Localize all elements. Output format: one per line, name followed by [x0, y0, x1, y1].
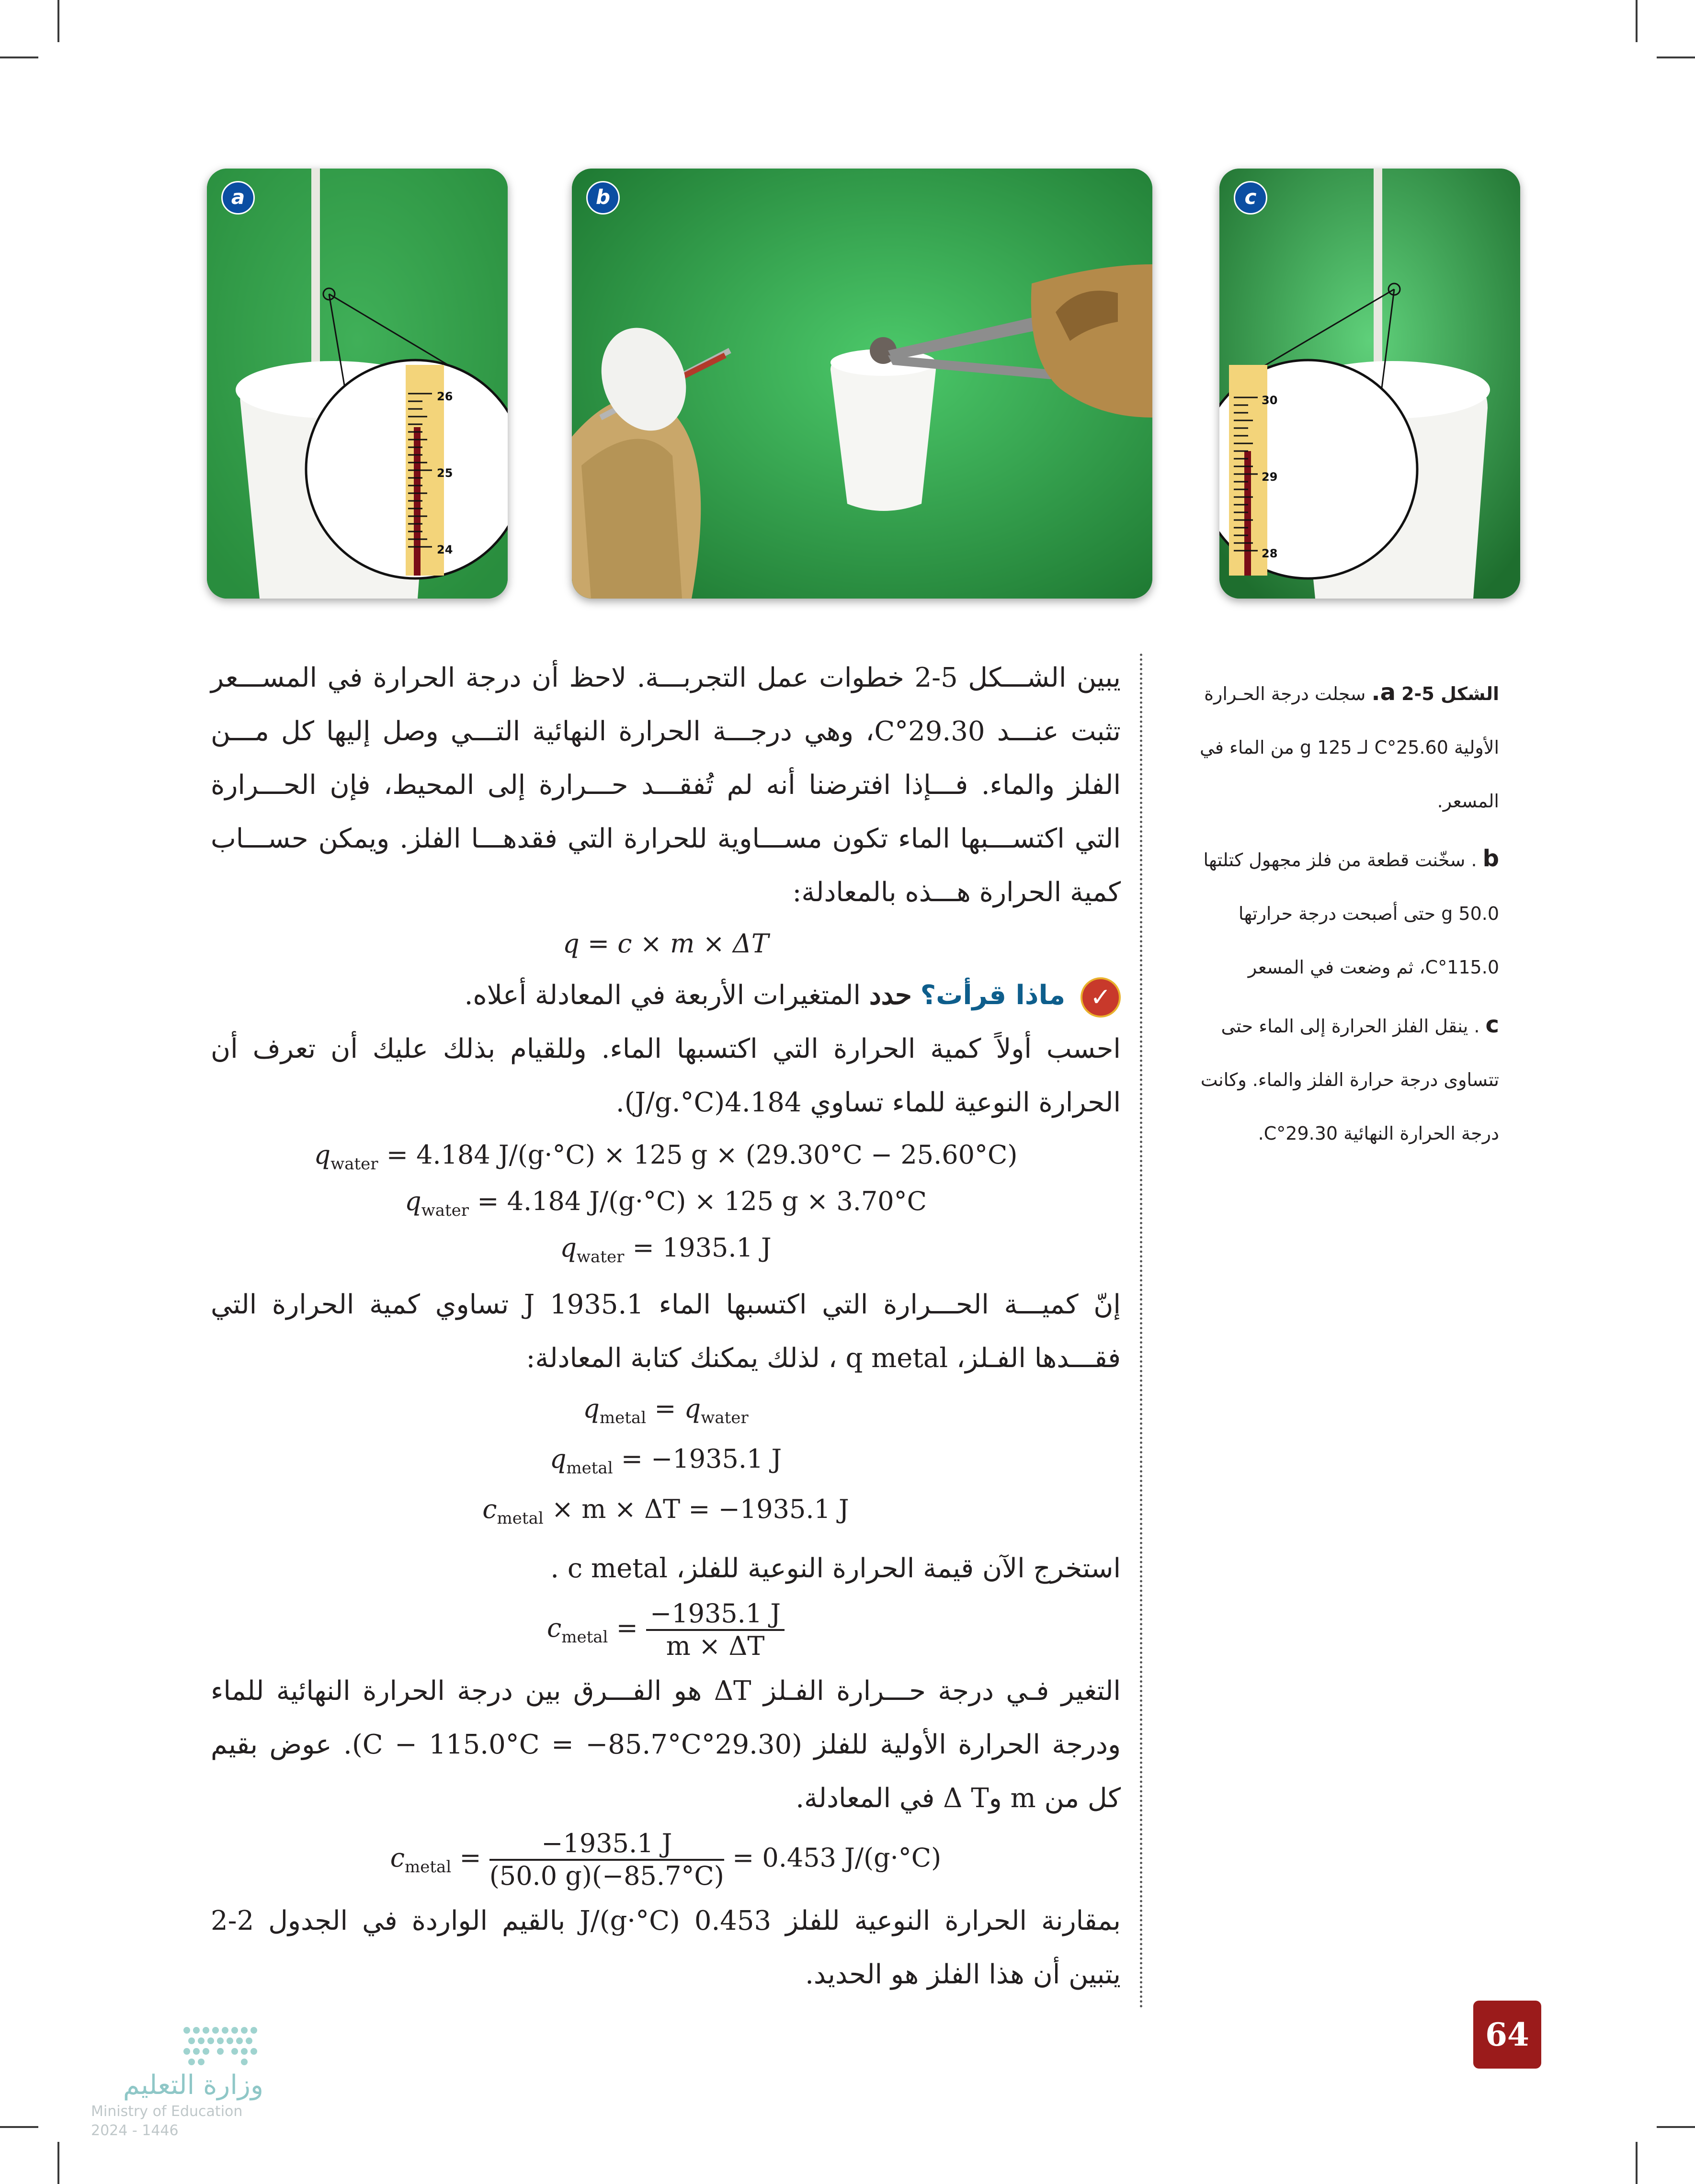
- q-symbol: q: [314, 1140, 331, 1170]
- water-subscript: water: [576, 1247, 625, 1267]
- intro-paragraph: يبين الشـــكل 5-2 خطوات عمل التجربـــة. لاحظ أن درجة الحرارة في المســـعر تثبت عنـــد 29.30°C، وهي درجـــة الحرارة النهائية التـــي وصل إليها كل مـــن الفلز والماء. فـــإذا افترضنا أنه لم تُفقـــد حـــرارة إلى المحيط، فإن الحـــرارة التي اكتســـبها الماء تكون مســـاوية للحرارة التي فقدهـــا الفلز. ويمكن حســـاب كمية الحرارة هـــذه بالمعادلة:: [211, 662, 1121, 908]
- metal-equation-3-rhs: × m × ΔT = −1935.1 J: [551, 1494, 849, 1524]
- c-symbol: c: [546, 1612, 562, 1643]
- water-equations: [211, 1136, 1121, 1275]
- caption-key-b: b: [1482, 845, 1499, 872]
- caption-title: الشكل 5-2: [1401, 683, 1499, 704]
- q-symbol: q: [583, 1393, 600, 1424]
- figure-badge-b: b: [586, 181, 620, 215]
- step3-paragraph: استخرج الآن قيمة الحرارة النوعية للفلز، c metal .: [550, 1552, 1121, 1584]
- main-equation-text: q = c × m × ΔT: [563, 928, 769, 959]
- figure-badge-c: c: [1234, 181, 1267, 215]
- fraction-denominator: (50.0 g)(−85.7°C): [489, 1860, 724, 1891]
- metal-equation-3: [211, 1489, 1121, 1539]
- reading-check-text: المتغيرات الأربعة في المعادلة أعلاه.: [464, 980, 861, 1011]
- caption-c: [1164, 998, 1499, 1160]
- reading-check: [211, 968, 1121, 1022]
- photo-a: [207, 169, 508, 599]
- metal-equations: [211, 1388, 1121, 1539]
- fraction: [489, 1828, 724, 1891]
- crop-mark: [1636, 0, 1638, 42]
- tick-label: 28: [1262, 547, 1278, 560]
- fraction-numerator: −1935.1 J: [646, 1598, 785, 1631]
- result-value: = 0.453 J/(g·°C): [732, 1842, 942, 1873]
- figure-badge-a: a: [221, 181, 255, 215]
- photo-b: [572, 169, 1152, 599]
- column-divider: [1140, 654, 1142, 2009]
- checkmark-icon: ✓: [1081, 977, 1121, 1018]
- q-symbol: q: [549, 1444, 567, 1474]
- caption-key-a: a.: [1371, 679, 1396, 706]
- crop-mark: [1636, 2142, 1638, 2184]
- caption-text-a: سجلت درجة الحـرارة الأولية 25.60°C لـ 125 g من الماء في المسعر.: [1200, 683, 1499, 812]
- q-symbol: q: [405, 1186, 421, 1216]
- water-equation-1: [211, 1136, 1121, 1183]
- caption-text-b: . سخّنت قطعة من فلز مجهول كتلتها 50.0 g حتى أصبحت درجة حرارتها 115.0°C، ثم وضعت في المسعر: [1203, 849, 1499, 978]
- conclusion-paragraph: بمقارنة الحرارة النوعية للفلز 0.453 J/(g·°C) بالقيم الواردة في الجدول 2-2 يتبين أن هذا الفلز هو الحديد.: [211, 1905, 1121, 1990]
- crop-mark: [57, 0, 59, 42]
- result-equation: $c_{metal}$ = $\frac{-1935.1 J}{(50.0 g)(-85.7^\circ C)}$ = 0.453 J/(g·°C): [390, 1828, 942, 1891]
- reading-check-verb: حدد: [869, 979, 912, 1011]
- water-equation-1-rhs: = 4.184 J/(g·°C) × 125 g × (29.30°C − 25.60°C): [386, 1140, 1018, 1170]
- caption-a: [1164, 666, 1499, 828]
- water-subscript: water: [421, 1200, 469, 1220]
- metal-equation-1: [211, 1388, 1121, 1438]
- metal-equation-2-rhs: = −1935.1 J: [621, 1444, 782, 1474]
- step4-paragraph: التغير فـي درجة حـــرارة الفـلز ΔT هو الفـــرق بين درجة الحرارة النهائية للماء ودرجة الحرارة الأولية للفلز (29.30°C − 115.0°C = −85.7°C). عوض بقيم كل من m وΔ T في المعادلة.: [211, 1675, 1121, 1814]
- step2-paragraph: إنّ كميـــة الحـــرارة التي اكتسبها الماء 1935.1 J تساوي كمية الحرارة التي فقـــدها الفـلز، q metal ، لذلك يمكنك كتابة المعادلة:: [211, 1289, 1121, 1374]
- page-number: 64: [1473, 2001, 1541, 2069]
- water-equation-3: [211, 1229, 1121, 1276]
- crop-mark: [57, 2142, 59, 2184]
- main-equation: [211, 922, 1121, 965]
- ministry-name-en: Ministry of Education: [91, 2103, 243, 2120]
- metal-subscript: metal: [566, 1458, 613, 1478]
- ministry-year: 2024 - 1446: [91, 2122, 179, 2139]
- metal-subscript: metal: [405, 1857, 452, 1877]
- ministry-name-ar: وزارة التعليم: [123, 2070, 263, 2101]
- tick-label: 25: [437, 466, 453, 480]
- caption-text-c: . ينقل الفلز الحرارة إلى الماء حتى تتساوى درجة حرارة الفلز والماء. وكانت درجة الحرارة النهائية 29.30°C.: [1200, 1016, 1499, 1144]
- tick-label: 26: [437, 390, 453, 403]
- crop-mark: [0, 57, 38, 58]
- crop-mark: [0, 2126, 38, 2128]
- tick-label: 29: [1262, 470, 1278, 484]
- fraction-numerator: −1935.1 J: [489, 1828, 724, 1861]
- tick-label: 24: [437, 543, 453, 556]
- metal-subscript: metal: [497, 1508, 544, 1528]
- figure-caption: [1164, 666, 1499, 1164]
- caption-b: [1164, 832, 1499, 994]
- metal-equation-2: [211, 1438, 1121, 1489]
- water-equation-2: [211, 1183, 1121, 1229]
- fraction-equation-1: $c_{metal}$ = $\frac{-1935.1 J}{m \times \Delta T}$: [211, 1598, 1121, 1662]
- ministry-logo-icon: [101, 2021, 263, 2069]
- fraction-denominator: m × ΔT: [666, 1630, 765, 1661]
- reading-check-label: ماذا قرأت؟: [920, 980, 1066, 1011]
- photo-c: [1219, 169, 1520, 599]
- q-symbol: q: [560, 1232, 577, 1263]
- ministry-watermark: [91, 2021, 263, 2140]
- step1-paragraph: احسب أولاً كمية الحرارة التي اكتسبها الماء. وللقيام بذلك عليك أن تعرف أن الحرارة النوعية للماء تساوي 4.184(J/g.°C).: [211, 1033, 1121, 1118]
- caption-key-c: c: [1485, 1011, 1499, 1038]
- metal-subscript: metal: [561, 1627, 608, 1647]
- equals-sign: =: [654, 1393, 676, 1424]
- metal-subscript: metal: [599, 1408, 647, 1428]
- water-equation-2-rhs: = 4.184 J/(g·°C) × 125 g × 3.70°C: [477, 1186, 927, 1216]
- water-subscript: water: [330, 1154, 378, 1174]
- water-equation-3-rhs: = 1935.1 J: [632, 1232, 772, 1263]
- crop-mark: [1657, 57, 1695, 58]
- c-symbol: c: [482, 1494, 497, 1524]
- crop-mark: [1657, 2126, 1695, 2128]
- fraction: [646, 1598, 785, 1662]
- q-symbol: q: [684, 1393, 701, 1424]
- c-symbol: c: [390, 1842, 405, 1873]
- water-subscript: water: [701, 1408, 749, 1428]
- main-text-column: [211, 651, 1121, 2002]
- tick-label: 30: [1262, 394, 1278, 407]
